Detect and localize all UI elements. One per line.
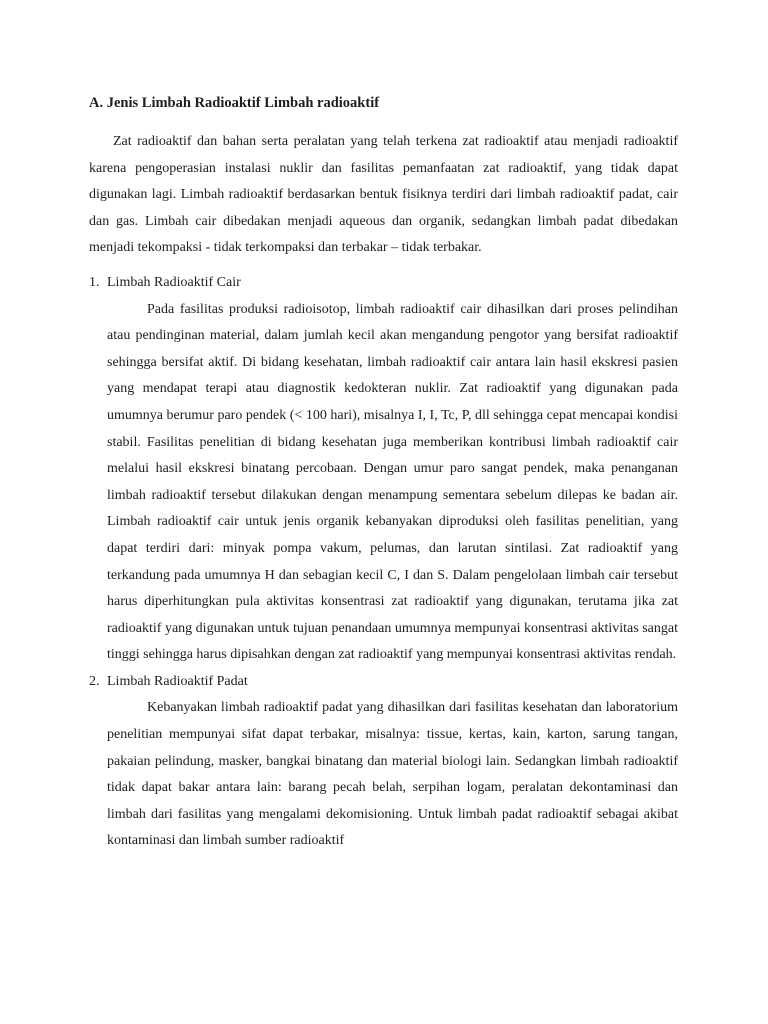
list-item-title-text: Limbah Radioaktif Padat [107, 673, 248, 689]
intro-paragraph: Zat radioaktif dan bahan serta peralatan yang telah terkena zat radioaktif atau menjadi radioaktif karena pengoperasian instalasi nuklir dan fasilitas pemanfaatan zat radioaktif, yang tidak dapat digunakan lagi. Limbah radioaktif berdasarkan bentuk fisiknya terdiri dari limbah radioaktif padat, cair dan gas. Limbah cair dibedakan menjadi aqueous dan organik, sedangkan limbah padat dibedakan menjadi tekompaksi - tidak terkompaksi dan terbakar – tidak terbakar. [89, 134, 678, 256]
list-item-body: Pada fasilitas produksi radioisotop, limbah radioaktif cair dihasilkan dari proses pelindihan atau pendinginan material, dalam jumlah kecil akan mengandung pengotor yang bersifat radioaktif sehingga bersifat aktif. Di bidang kesehatan, limbah radioaktif cair antara lain hasil ekskresi pasien yang mendapat terapi atau diagnostik kedokteran nuklir. Zat radioaktif yang digunakan pada umumnya berumur paro pendek (< 100 hari), misalnya I, I, Tc, P, dll sehingga cepat mencapai kondisi stabil. Fasilitas penelitian di bidang kesehatan juga memberikan kontribusi limbah radioaktif cair melalui hasil ekskresi binatang percobaan. Dengan umur paro sangat pendek, maka penanganan limbah radioaktif tersebut dilakukan dengan menampung sementara sebelum dilepas ke badan air. Limbah radioaktif cair untuk jenis organik kebanyakan diproduksi oleh fasilitas penelitian, yang dapat terdiri dari: minyak pompa vakum, pelumas, dan larutan sintilasi. Zat radioaktif yang terkandung pada umumnya H dan sebagian kecil C, I dan S. Dalam pengelolaan limbah cair tersebut harus diperhitungkan pula aktivitas konsentrasi zat radioaktif yang digunakan, terutama jika zat radioaktif yang digunakan untuk tujuan penandaan umumnya mempunyai konsentrasi aktivitas sangat tinggi sehingga harus dipisahkan dengan zat radioaktif yang mempunyai konsentrasi aktivitas rendah. [107, 301, 678, 663]
list-item-number: 1. [89, 274, 100, 290]
list-item-padat [89, 669, 678, 855]
list-item-number: 2. [89, 673, 100, 689]
list-item-cair [89, 270, 678, 669]
list-item-title [89, 270, 678, 297]
list-item-title-text: Limbah Radioaktif Cair [107, 274, 241, 290]
list-item-body: Kebanyakan limbah radioaktif padat yang dihasilkan dari fasilitas kesehatan dan laboratorium penelitian mempunyai sifat dapat terbakar, misalnya: tissue, kertas, kain, karton, sarung tangan, pakaian pelindung, masker, bangkai binatang dan material biologi lain. Sedangkan limbah radioaktif tidak dapat bakar antara lain: barang pecah belah, serpihan logam, peralatan dekontaminasi dan limbah dari fasilitas yang mengalami dekomisioning. Untuk limbah padat radioaktif sebagai akibat kontaminasi dan limbah sumber radioaktif [107, 700, 678, 849]
list-item-title [89, 669, 678, 696]
limbah-list [89, 270, 678, 855]
section-heading: A. Jenis Limbah Radioaktif Limbah radioaktif [89, 95, 380, 111]
